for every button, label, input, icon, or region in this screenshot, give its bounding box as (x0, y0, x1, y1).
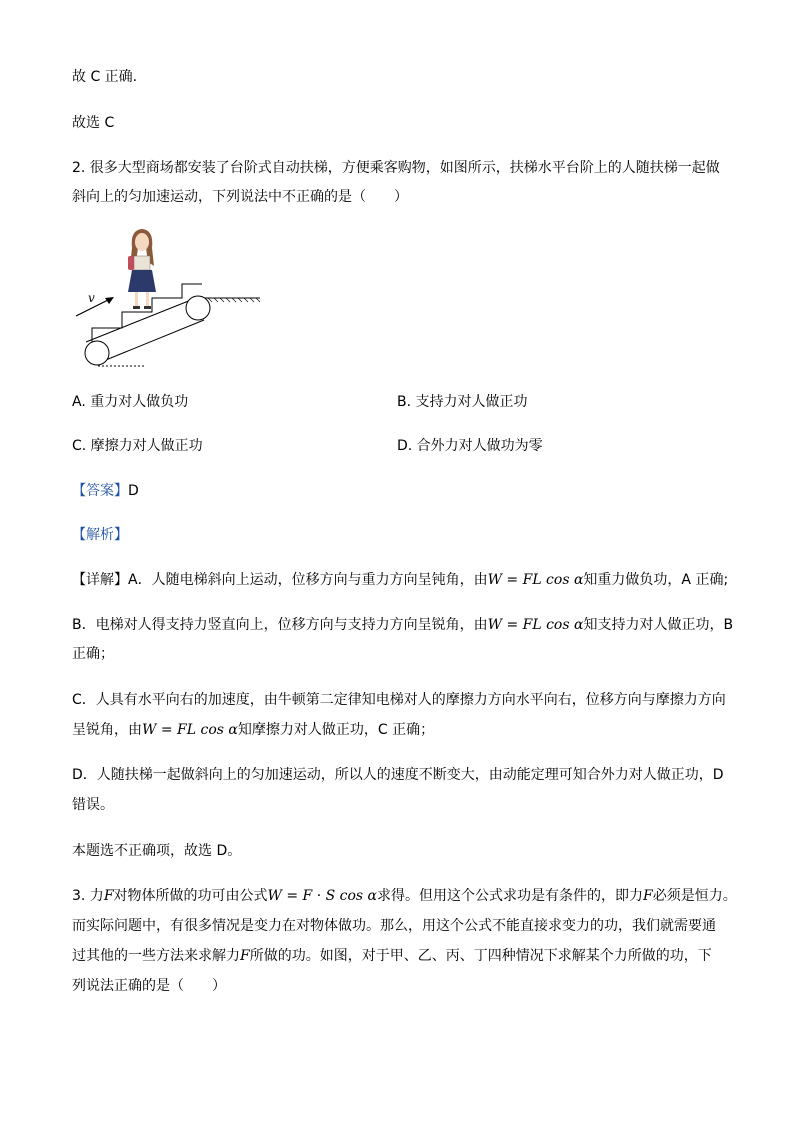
q2-option-d: D. 合外力对人做功为零 (397, 438, 543, 454)
q3-stem-line1: 3. 力F对物体所做的功可由公式W = F · S cos α求得。但用这个公式求功是有条件的，即力F必须是恒力。 (72, 888, 737, 904)
q2-option-a: A. 重力对人做负功 (72, 394, 189, 410)
escalator-figure (72, 226, 264, 372)
q2-answer (72, 482, 139, 500)
q2-detail-b: B．电梯对人得支持力竖直向上，位移方向与支持力方向呈锐角，由W = FL cos α知支持力对人做正功，B (72, 617, 734, 633)
q3-stem-line4: 列说法正确的是（ ） (72, 978, 226, 994)
floor-hatching (208, 298, 260, 302)
q2-conclusion: 本题选不正确项，故选 D。 (72, 843, 242, 859)
work-formula: W = FL cos α (487, 572, 584, 588)
q2-detail-c-line1: C．人具有水平向右的加速度，由牛顿第二定律知电梯对人的摩擦力方向水平向右，位移方向与摩擦力方向 (72, 692, 726, 708)
q2-stem-line1: 2. 很多大型商场都安装了台阶式自动扶梯，方便乘客购物，如图所示，扶梯水平台阶上的人随扶梯一起做 (72, 160, 720, 176)
work-formula: W = FL cos α (142, 722, 238, 738)
q3-stem-line3: 过其他的一些方法来求解力F所做的功。如图，对于甲、乙、丙、丁四种情况下求解某个力所做的功，下 (72, 948, 712, 964)
prev-conclusion: 故 C 正确. (72, 69, 138, 85)
q2-detail-d-line1: D．人随扶梯一起做斜向上的匀加速运动，所以人的速度不断变大，由动能定理可知合外力对人做正功，D (72, 767, 724, 783)
detail-tag: 【详解】 (72, 572, 128, 588)
q2-option-c: C. 摩擦力对人做正功 (72, 438, 203, 454)
q2-detail-d-line2: 错误。 (72, 797, 114, 813)
q2-analysis-tag: 【解析】 (72, 527, 128, 543)
answer-value: D (128, 483, 139, 499)
velocity-label: v (88, 291, 95, 305)
q2-detail-c-line2: 呈锐角，由W = FL cos α知摩擦力对人做正功，C 正确； (72, 722, 435, 738)
q2-detail-a: 【详解】A．人随电梯斜向上运动，位移方向与重力方向呈钝角，由W = FL cos α知重力做负功，A 正确; (72, 572, 729, 588)
q2-detail-b-line2: 正确； (72, 646, 114, 662)
velocity-arrow (76, 297, 114, 316)
q3-formula: W = F · S cos α (267, 888, 378, 904)
answer-tag: 【答案】 (72, 483, 128, 499)
q2-stem-line2: 斜向上的匀加速运动，下列说法中不正确的是（ ） (72, 189, 408, 205)
q2-option-b: B. 支持力对人做正功 (397, 394, 528, 410)
prev-choice: 故选 C (72, 115, 115, 131)
q3-stem-line2: 而实际问题中，有很多情况是变力在对物体做功。那么，用这个公式不能直接求变力的功，我们就需要通 (72, 918, 716, 934)
person-illustration (128, 229, 156, 309)
work-formula: W = FL cos α (487, 617, 584, 633)
